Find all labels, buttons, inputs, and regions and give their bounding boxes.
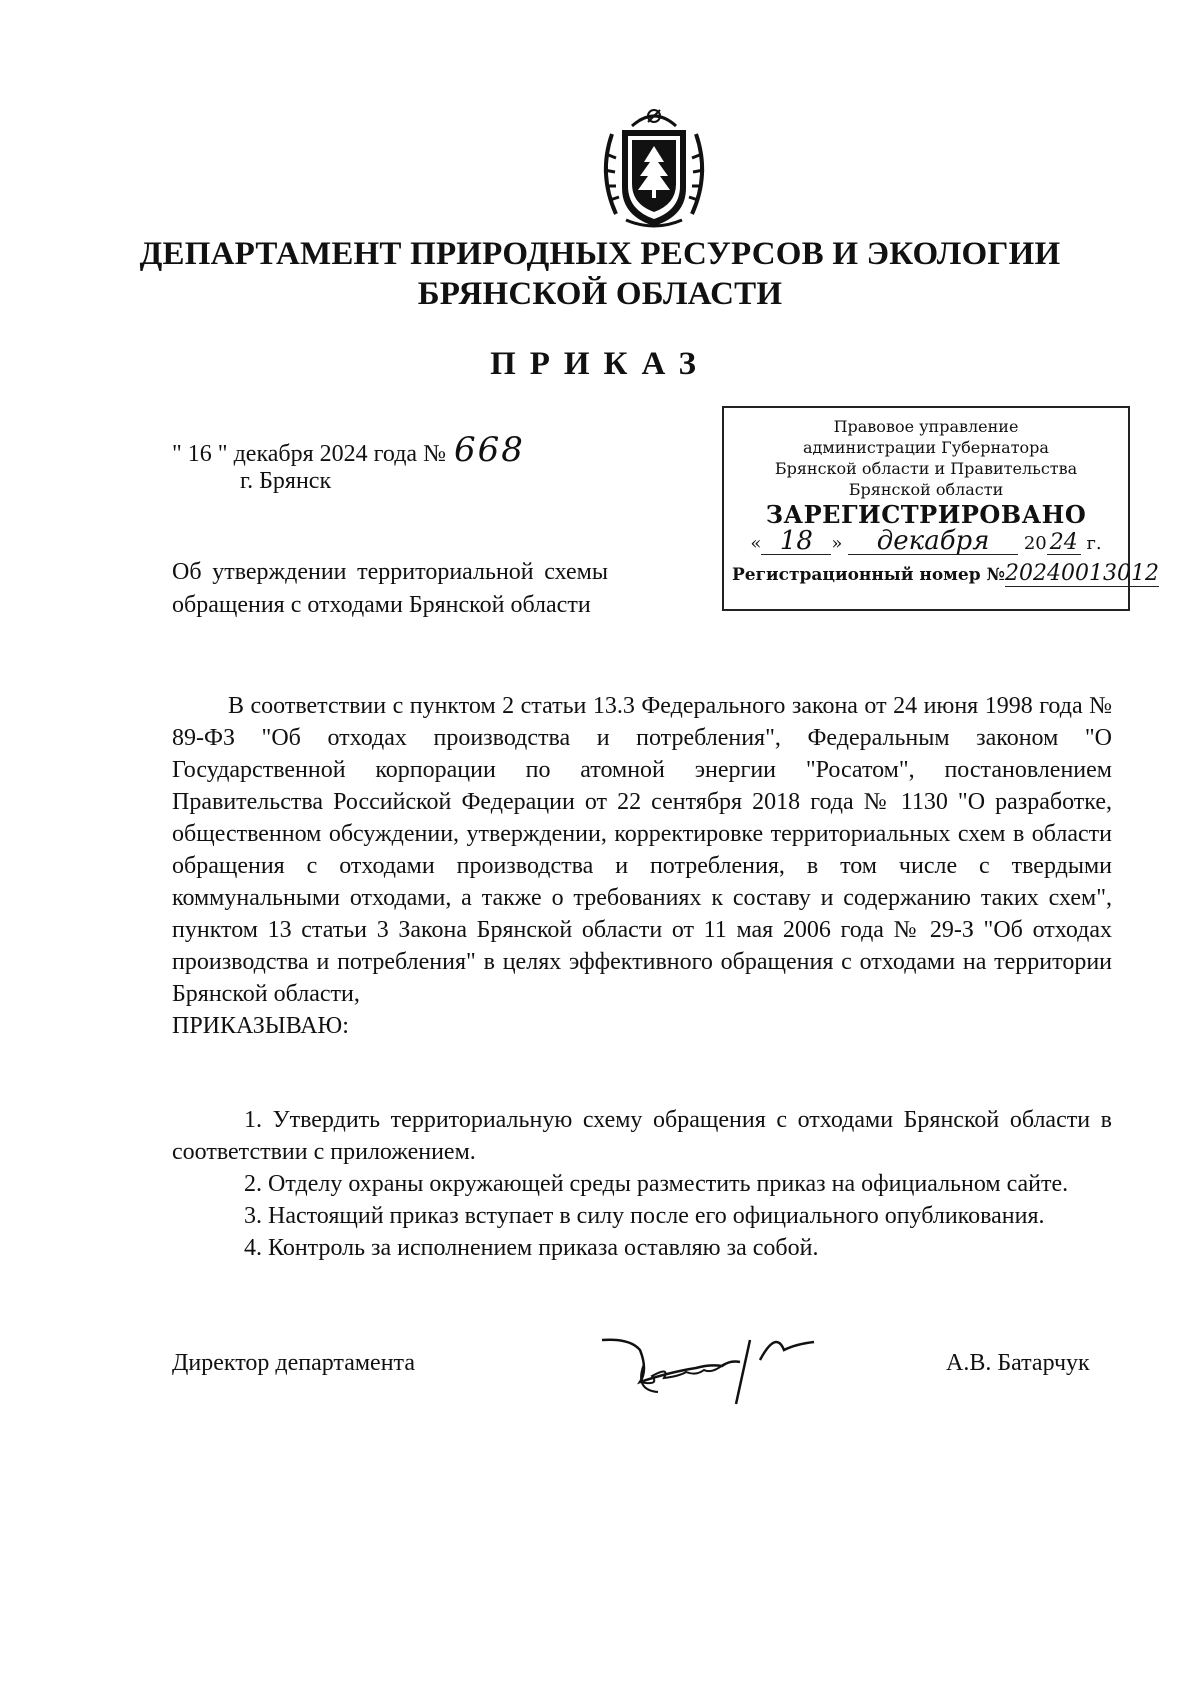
stamp-date: « 18 » декабря 20 24 г. [750, 526, 1102, 556]
order-item: 1. Утвердить территориальную схему обращения с отходами Брянской области в соответствии с приложением. [172, 1107, 1112, 1165]
order-date-line [172, 430, 525, 470]
organization-name-line2: БРЯНСКОЙ ОБЛАСТИ [417, 276, 783, 312]
order-item: 3. Настоящий приказ вступает в силу после его официального опубликования. [244, 1203, 1045, 1229]
stamp-reg-number: 20240013012 [1005, 561, 1159, 586]
coat-of-arms-emblem [592, 104, 716, 234]
order-item: 2. Отделу охраны окружающей среды разместить приказ на официальном сайте. [244, 1171, 1069, 1197]
order-item: 4. Контроль за исполнением приказа оставляю за собой. [244, 1235, 819, 1261]
stamp-status: ЗАРЕГИСТРИРОВАНО [765, 500, 1087, 529]
signer-name: А.В. Батарчук [946, 1350, 1090, 1376]
order-subject: Об утверждении территориальной схемы обращения с отходами Брянской области [172, 559, 608, 618]
stamp-month: декабря [876, 526, 990, 556]
order-number: 668 [453, 430, 525, 470]
stamp-year-prefix: 20 [1023, 533, 1047, 554]
stamp-year-suffix: 24 [1049, 530, 1078, 555]
preamble-paragraph: В соответствии с пунктом 2 статьи 13.3 Федерального закона от 24 июня 1998 года № 89-ФЗ "Об отходах производства и потребления", Федеральным законом "О Государственной корпорации по атомной энергии "Росатом", постановлением Правительства Российской Федерации от 22 сентября 2018 года № 1130 "О разработке, общественном обсуждении, утверждении, корректировке территориальных схем в области обращения с отходами производства и потребления, в том числе с твердыми коммунальными отходами, а также о требованиях к составу и содержанию таких схем", пунктом 13 статьи 3 Закона Брянской области от 11 мая 2006 года № 29-З "Об отходах производства и потребления" в целях эффективного обращения с отходами на территории Брянской области, [172, 693, 1112, 1007]
handwritten-signature [600, 1320, 830, 1410]
stamp-year-unit: г. [1086, 533, 1102, 554]
registration-stamp [722, 406, 1159, 611]
stamp-registration-number [724, 561, 1159, 586]
stamp-reg-label: Регистрационный номер № [732, 565, 1006, 585]
order-date: " 16 " декабря 2024 года № [172, 441, 446, 467]
order-preamble [172, 690, 1112, 1042]
stamp-line-1: Правовое управление [833, 417, 1019, 436]
order-directive-word: ПРИКАЗЫВАЮ: [172, 1013, 349, 1039]
signer-title: Директор департамента [172, 1350, 415, 1376]
stamp-line-3: Брянской области и Правительства [774, 459, 1078, 478]
organization-name-line1: ДЕПАРТАМЕНТ ПРИРОДНЫХ РЕСУРСОВ И ЭКОЛОГИИ [139, 236, 1061, 272]
order-items [172, 1104, 1112, 1264]
stamp-day: 18 [779, 526, 813, 556]
stamp-line-2: администрации Губернатора [803, 438, 1049, 457]
stamp-line-4: Брянской области [848, 480, 1004, 499]
organization-name [0, 234, 1200, 314]
document-type: ПРИКАЗ [490, 346, 710, 382]
order-city: г. Брянск [240, 468, 332, 494]
